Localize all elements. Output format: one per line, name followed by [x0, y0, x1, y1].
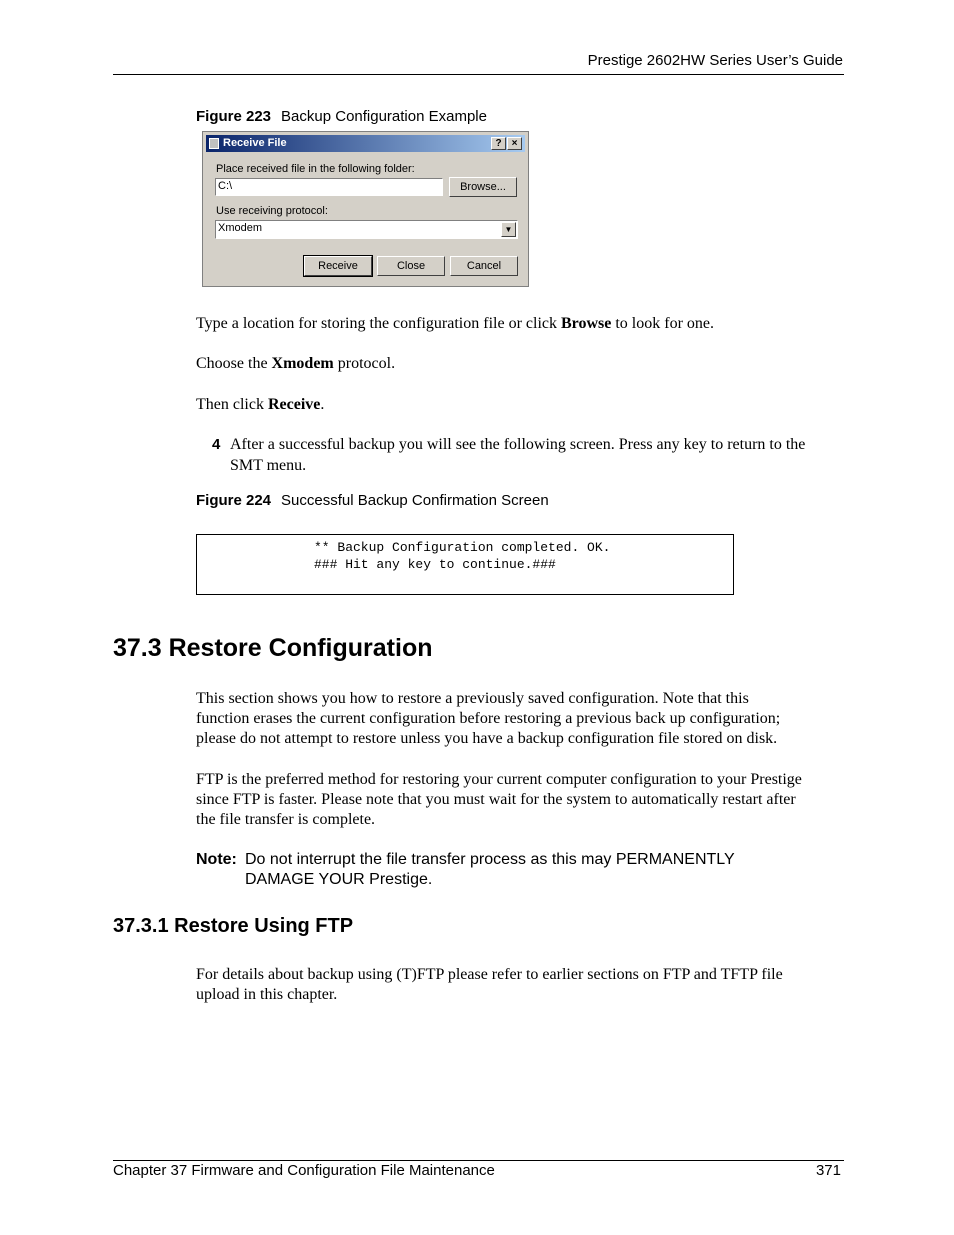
page-number: 371: [815, 1162, 841, 1179]
paragraph-protocol: [196, 354, 395, 374]
bold-text: Browse: [560, 315, 612, 332]
terminal-line: ** Backup Configuration completed. OK.: [314, 540, 611, 555]
section-para2-line: the file transfer is complete.: [196, 811, 376, 828]
help-button[interactable]: ?: [491, 137, 506, 150]
step-4-line2: SMT menu.: [230, 457, 307, 474]
footer-chapter: Chapter 37 Firmware and Configuration File Maintenance: [113, 1162, 495, 1179]
subsection-para-line: For details about backup using (T)FTP please refer to earlier sections on FTP and TFTP file: [196, 966, 783, 983]
step-4-line1: After a successful backup you will see the following screen. Press any key to return to the: [230, 436, 806, 453]
footer-rule: [113, 1160, 844, 1161]
receive-file-dialog: [202, 131, 529, 287]
protocol-select[interactable]: [215, 220, 518, 239]
paragraph-receive: [196, 395, 324, 415]
running-title: Prestige 2602HW Series User’s Guide: [587, 52, 843, 69]
section-para2-line: since FTP is faster. Please note that you must wait for the system to automatically restart after: [196, 791, 796, 808]
protocol-value: Xmodem: [218, 222, 263, 234]
section-heading: 37.3 Restore Configuration: [113, 634, 433, 662]
bold-text: Receive: [267, 396, 321, 413]
bold-text: Xmodem: [271, 355, 334, 372]
section-para1-line: please do not attempt to restore unless you have a backup configuration file stored on disk.: [196, 730, 778, 747]
section-para2-line: FTP is the preferred method for restoring your current computer configuration to your Prestige: [196, 771, 802, 788]
paragraph-browse: [196, 314, 714, 334]
figure-224-text: Successful Backup Confirmation Screen: [281, 492, 549, 509]
file-icon: [209, 138, 219, 149]
figure-224-caption: [196, 492, 549, 509]
note-text-line1: Do not interrupt the file transfer process as this may PERMANENTLY: [245, 851, 735, 868]
close-button[interactable]: Close: [377, 256, 445, 276]
text: Then click: [196, 396, 268, 413]
folder-input[interactable]: C:\: [215, 178, 443, 196]
text: .: [320, 396, 325, 413]
dialog-titlebar: [206, 135, 525, 152]
terminal-screen: [196, 534, 734, 595]
section-para1-line: This section shows you how to restore a previously saved configuration. Note that this: [196, 690, 749, 707]
note-label: Note:: [196, 851, 237, 868]
text: Type a location for storing the configuration file or click: [196, 315, 561, 332]
text: protocol.: [333, 355, 396, 372]
chevron-down-icon[interactable]: ▼: [501, 222, 516, 237]
protocol-label: Use receiving protocol:: [216, 205, 328, 217]
note-text-line2: DAMAGE YOUR Prestige.: [245, 871, 433, 888]
figure-223-text: Backup Configuration Example: [281, 108, 487, 125]
dialog-title: Receive File: [223, 137, 287, 149]
terminal-line: ### Hit any key to continue.###: [314, 557, 556, 572]
step-number: 4: [212, 436, 221, 453]
text: to look for one.: [611, 315, 715, 332]
subsection-heading: 37.3.1 Restore Using FTP: [113, 915, 354, 937]
figure-224-label: Figure 224: [196, 492, 272, 509]
figure-223-label: Figure 223: [196, 108, 272, 125]
browse-button[interactable]: Browse...: [449, 177, 517, 197]
close-icon[interactable]: ×: [507, 137, 522, 150]
subsection-para-line: upload in this chapter.: [196, 986, 338, 1003]
figure-223-caption: [196, 108, 487, 125]
receive-button[interactable]: Receive: [304, 256, 372, 276]
text: Choose the: [196, 355, 272, 372]
folder-label: Place received file in the following folder:: [216, 163, 415, 175]
cancel-button[interactable]: Cancel: [450, 256, 518, 276]
header-rule: [113, 74, 844, 75]
section-para1-line: function erases the current configuration before restoring a previous back up configuration;: [196, 710, 781, 727]
